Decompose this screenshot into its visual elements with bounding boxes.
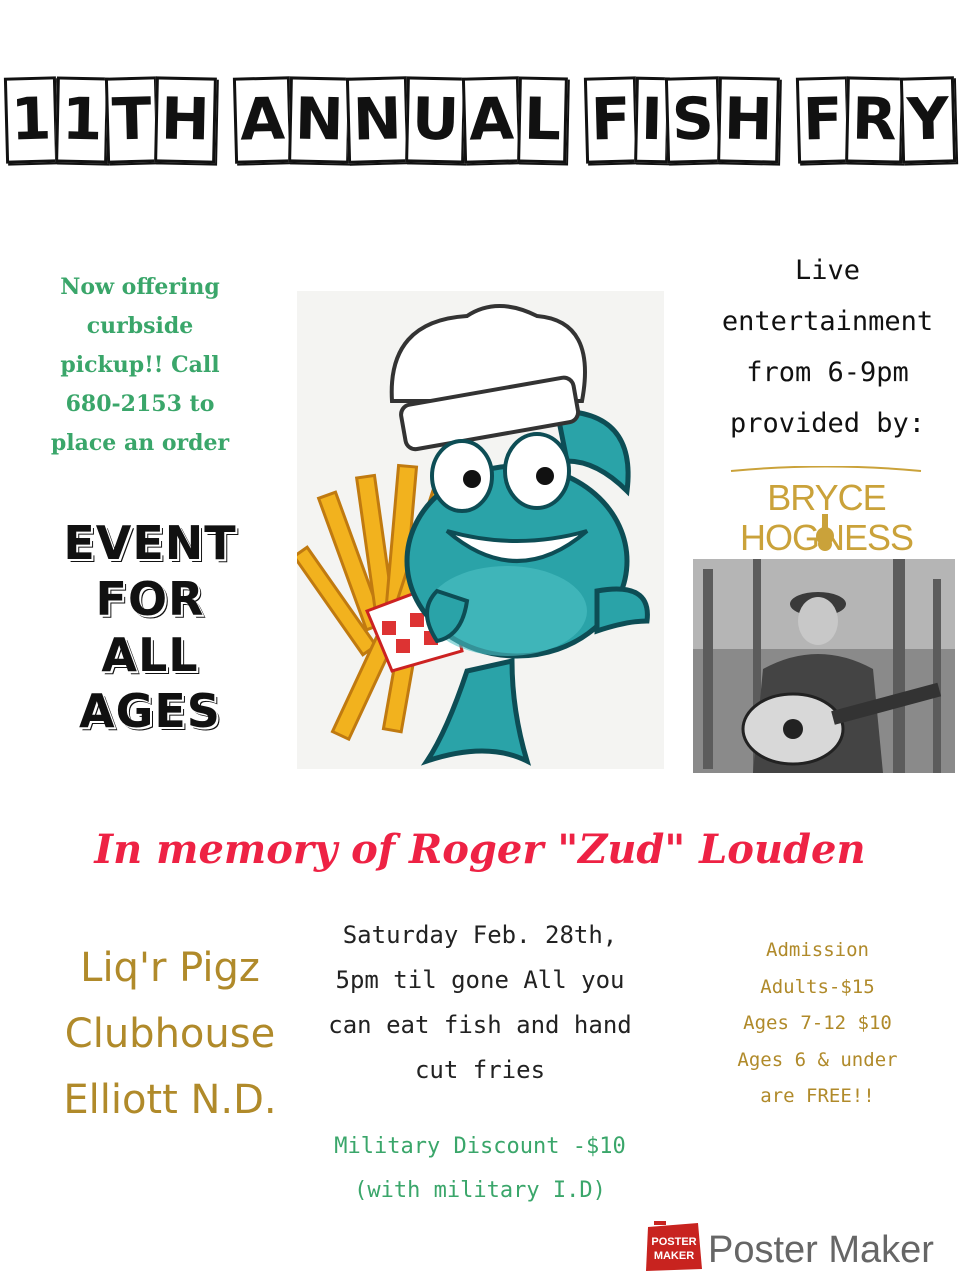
title-letter: A [462, 76, 521, 163]
details-line: Saturday Feb. 28th, [342, 921, 618, 949]
fish-chef-illustration [297, 291, 664, 769]
title-letter: U [405, 76, 466, 163]
curbside-line: curbside [86, 313, 194, 339]
band-name: BRYCE HOGNESS [739, 477, 914, 558]
details-line: can eat fish and hand [328, 1011, 632, 1039]
performer-photo [693, 559, 955, 773]
title-letter: Y [900, 76, 956, 163]
admission-line: Admission [766, 939, 869, 961]
entertainment-line: provided by: [729, 408, 926, 439]
admission-line: Ages 6 & under [737, 1048, 898, 1071]
watermark-text: Poster Maker [708, 1229, 934, 1271]
admission-prices [690, 932, 945, 1115]
title-letter: L [517, 76, 568, 163]
title-letter: H [155, 76, 217, 163]
venue-line: Elliott N.D. [63, 1077, 277, 1123]
venue-info [40, 935, 300, 1133]
military-discount [320, 1125, 640, 1213]
ages-word: AGES [79, 684, 221, 738]
title-letter: A [233, 76, 292, 163]
title-letter: N [346, 76, 409, 164]
military-line: Military Discount -$10 [334, 1134, 626, 1159]
ages-word: FOR [95, 572, 205, 626]
admission-line: Ages 7-12 $10 [743, 1012, 892, 1034]
curbside-line: Now offering [60, 274, 220, 300]
venue-line: Clubhouse [64, 1011, 276, 1057]
curbside-line: 680-2153 to [65, 391, 215, 417]
poster-maker-logo-icon [640, 1219, 708, 1275]
svg-text:MAKER: MAKER [653, 1250, 695, 1262]
all-ages-badge [60, 515, 240, 739]
event-details [320, 913, 640, 1093]
military-line: (with military I.D) [354, 1178, 606, 1203]
curbside-line: place an order [50, 430, 230, 456]
details-line: cut fries [414, 1056, 546, 1084]
guitarist-photo-icon [693, 559, 955, 773]
admission-line: are FREE!! [760, 1085, 875, 1107]
title-letter: F [584, 76, 638, 163]
title-letter: F [795, 76, 849, 163]
entertainment-line: from 6-9pm [746, 357, 909, 388]
title-letter: T [105, 76, 159, 163]
live-entertainment [700, 245, 955, 449]
title-word [6, 77, 215, 163]
fish-chef-icon [297, 291, 664, 769]
svg-text:POSTER: POSTER [651, 1236, 697, 1248]
entertainment-line: Live [794, 255, 861, 286]
title-letter: 1 [55, 76, 109, 163]
details-line: 5pm til gone All you [335, 966, 625, 994]
curbside-notice [40, 268, 240, 463]
venue-line: Liq'r Pigz [80, 945, 260, 991]
ages-word: EVENT [63, 516, 237, 570]
curbside-line: pickup!! Call [60, 352, 220, 378]
title-word [586, 77, 778, 163]
title-letter: H [717, 76, 779, 163]
title-letter: S [665, 76, 721, 163]
entertainment-line: entertainment [721, 306, 934, 337]
ages-word: ALL [101, 628, 199, 682]
title-letter: R [845, 76, 903, 163]
title-word [798, 77, 954, 163]
title-letter: 1 [4, 76, 59, 163]
title-word [235, 77, 566, 163]
memorial-dedication: In memory of Roger "Zud" Louden [94, 826, 866, 873]
title-letter: I [634, 77, 669, 164]
title-letter: N [288, 76, 350, 163]
admission-line: Adults-$15 [760, 975, 875, 998]
poster-title [0, 70, 960, 170]
band-logo [693, 466, 960, 558]
